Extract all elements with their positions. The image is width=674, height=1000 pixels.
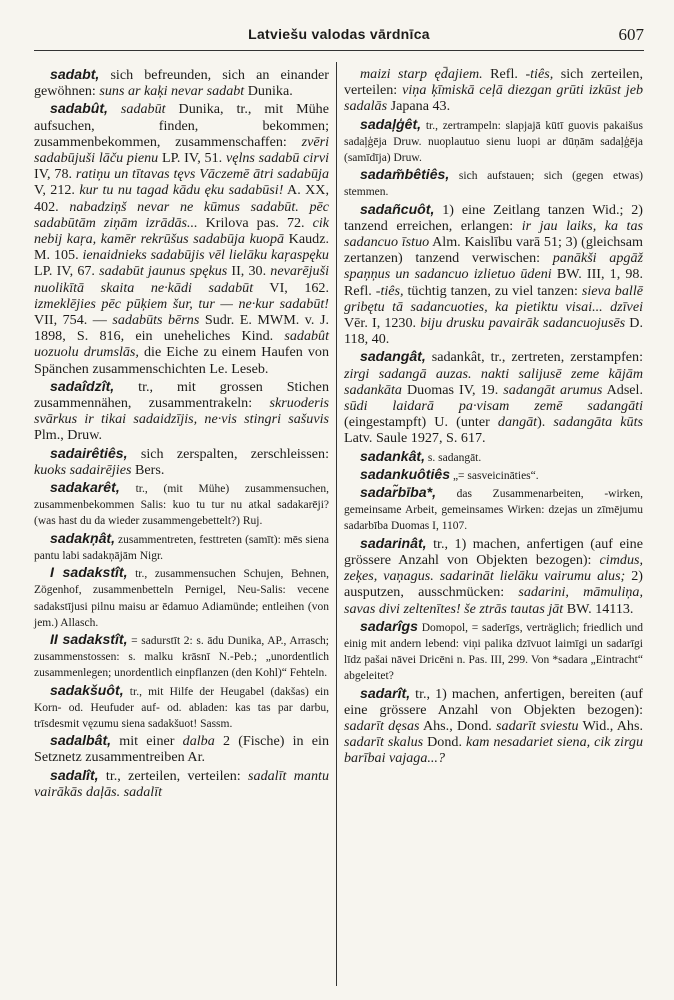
running-title: Latviešu valodas vārdnīca bbox=[248, 26, 430, 42]
entry-text: BW. 14113. bbox=[563, 600, 634, 617]
italic-example: ir jau laiks, ka tas sadancuo īstuo bbox=[344, 217, 643, 251]
entry-text: VI, 162. bbox=[253, 279, 329, 296]
entry-headword: sadañcuôt, bbox=[360, 200, 435, 217]
italic-example: zirgi sadangā auzas. nakti salijusē zeme kājām sadankāta bbox=[344, 365, 643, 398]
entry-headword: I sadakstît, bbox=[50, 564, 128, 581]
entry-text: D. 118, 40. bbox=[344, 315, 643, 348]
italic-example: sadabūt bbox=[120, 101, 166, 118]
page-header bbox=[34, 26, 644, 51]
italic-example: sieva ballē gribętu tā sadancuoties, ka pietiktu visai... dzīvei bbox=[344, 282, 643, 315]
italic-example: cik nebij kaŗa, kamēr rekrūšus sadabūja kuopā bbox=[34, 214, 329, 248]
dictionary-entry bbox=[34, 530, 329, 563]
entry-headword: sadakšuôt, bbox=[50, 681, 124, 698]
italic-example: sadalīt mantu vairākās daļās. sadalīt bbox=[34, 767, 329, 800]
right-column bbox=[344, 66, 643, 768]
entry-text: tüchtig tanzen, zu viel tanzen: bbox=[403, 282, 582, 299]
entry-text: (eingestampft) U. (unter bbox=[344, 414, 498, 431]
dictionary-entry bbox=[34, 732, 329, 765]
dictionary-entry bbox=[344, 166, 643, 199]
dictionary-entry bbox=[34, 479, 329, 529]
entry-text: Krilova pas. 72. bbox=[197, 214, 313, 231]
column-divider bbox=[336, 62, 337, 986]
entry-text: ). bbox=[537, 414, 554, 431]
entry-headword: sadarîgs bbox=[360, 617, 418, 634]
dictionary-entry bbox=[344, 484, 643, 534]
italic-example: ienaidnieks sadabūjis vēl lielāku kaŗaspęku bbox=[82, 247, 329, 264]
entry-text: Ahs., Dond. bbox=[419, 717, 497, 734]
italic-example: sadarīt sviestu bbox=[496, 717, 579, 734]
entry-text: sich befreunden, sich an einander gewöhnen: bbox=[34, 67, 329, 100]
entry-text: V, 212. bbox=[34, 182, 80, 199]
dictionary-entry bbox=[344, 348, 643, 446]
dictionary-entry bbox=[344, 466, 643, 483]
italic-example: sadabût uozuolu drumslās, bbox=[34, 328, 329, 361]
italic-example: vęlns sadabū cirvi bbox=[225, 150, 329, 167]
italic-example: cimdus, zeķes, vaņagus. sadarināt lielāku vairumu alus; bbox=[344, 551, 643, 585]
dictionary-entry bbox=[34, 564, 329, 630]
dictionary-entry bbox=[34, 445, 329, 478]
dictionary-entry bbox=[34, 631, 329, 681]
dictionary-entry bbox=[34, 378, 329, 444]
dictionary-entry bbox=[34, 767, 329, 800]
dictionary-entry bbox=[344, 66, 643, 115]
entry-text: tr., mit Hilfe der Heugabel (dakšas) ein Korn- od. Heufuder auf- od. abladen: kas tas par darbu, trīsdesmit vęzumu siena sadakšuot! Sassm. bbox=[34, 685, 329, 730]
left-column bbox=[34, 66, 329, 801]
entry-text: Plm., Druw. bbox=[34, 427, 102, 444]
dictionary-entry bbox=[344, 448, 643, 465]
entry-text: tr., zertrampeln: slapjajā kūtī guovis pakaišus sadaļģēja Druw. nuoplautuo sienu luopi ar dūņām sadaļģēja (samīdīja) Druw. bbox=[344, 119, 643, 165]
dictionary-entry bbox=[344, 201, 643, 348]
dictionary-entry bbox=[344, 535, 643, 617]
entry-text: Adsel. bbox=[602, 381, 644, 398]
entry-headword: sadarît, bbox=[360, 684, 411, 701]
italic-example: sūdi laidarā pa·visam zemē sadangāti bbox=[344, 398, 643, 415]
entry-text: „= sasveicināties“. bbox=[450, 469, 539, 482]
entry-headword: sadarinât, bbox=[360, 534, 427, 551]
entry-text: Wid., Ahs. bbox=[578, 717, 643, 734]
entry-headword: sadaîdzît, bbox=[50, 377, 115, 394]
entry-text: Dond. bbox=[423, 734, 466, 751]
italic-example: sadangāt arumus bbox=[503, 381, 603, 398]
italic-example: viņa ķīmiskā ceļā diezgan grūti izkūst jeb sadalās bbox=[344, 82, 643, 115]
entry-text: sadankât, tr., zertreten, zerstampfen: bbox=[425, 349, 643, 366]
entry-text: sich zerteilen, verteilen: bbox=[344, 66, 643, 99]
entry-text: Vēr. I, 1230. bbox=[344, 315, 421, 332]
entry-text: = sadurstīt 2: s. ādu Dunika, AP., Arrasch; zusammenstossen: s. malku krāsnī N.-Peb.; „unordentlich zusammenlegen; unordentlich einpflanzen (den Kohl)“ Fehteln. bbox=[34, 634, 330, 680]
italic-example: sadarīt skalus bbox=[344, 734, 424, 751]
italic-example: izmeklējies pēc pūķiem šur, tur — ne·kur sadabūt! bbox=[34, 295, 329, 312]
entry-text: Sudr. E. MWM. v. J. 1898, S. 816, ein uneheliches Kind. bbox=[34, 312, 329, 345]
entry-headword: sadabt, bbox=[50, 66, 100, 82]
entry-text: tr., (mit Mühe) zusammensuchen, zusammenbekommen Salis: kuo tu tur nu atkal sadakarēji? (was hast du da wieder zusammengebettelt?) Ruj. bbox=[34, 483, 329, 528]
italic-example: sadangāta kūts bbox=[553, 414, 643, 431]
entry-text: A. XX, 402. bbox=[34, 182, 329, 215]
italic-example: kur tu nu tagad kādu ęku sadabūsi! bbox=[79, 182, 284, 199]
entry-text: Duomas IV, 19. bbox=[401, 381, 504, 398]
italic-example: sadarini, māmuliņa, savas divi zeltenītes! še ztrās tautas jāt bbox=[344, 584, 644, 617]
entry-text: LP. IV, 51. bbox=[158, 150, 226, 167]
entry-text: tr., 1) machen, anfertigen (auf eine grössere Anzahl von Objekten bezogen): bbox=[344, 535, 643, 568]
entry-text: VII, 754. — bbox=[34, 312, 113, 329]
entry-text: tr., mit grossen Stichen zusammennähen, zusammentrakeln: bbox=[34, 378, 329, 412]
italic-example: sadabūts bērns bbox=[112, 312, 200, 329]
italic-example: -tiês, bbox=[375, 282, 404, 299]
entry-text: 1) eine Zeitlang tanzen Wid.; 2) tanzend erreichen, erlangen: bbox=[344, 201, 643, 234]
entry-headword: sadalbât, bbox=[50, 732, 112, 749]
entry-text: sich zerspalten, zerschleissen: bbox=[127, 445, 329, 462]
entry-headword: sadankât, bbox=[360, 447, 426, 464]
entry-text: tr., zerteilen, verteilen: bbox=[98, 767, 249, 784]
italic-example: dangāt bbox=[497, 414, 538, 431]
italic-example: nabadziņš nevar ne kūmus sadabūt. pēc sadabūtām ziņām izrādās... bbox=[34, 198, 330, 231]
italic-example: dalba bbox=[182, 733, 215, 750]
entry-text: 2 (Fische) in ein Setznetz zusammentreiben Ar. bbox=[34, 733, 329, 766]
italic-example: zvēri sadabūjuši lāču pienu bbox=[34, 133, 329, 167]
entry-headword: sadangât, bbox=[360, 348, 426, 365]
italic-example: nevarējuši nuolikītā skaita ne·kādi sadabūt bbox=[34, 263, 329, 296]
entry-text: Japana 43. bbox=[387, 98, 451, 115]
entry-text: LP. IV, 67. bbox=[34, 263, 100, 280]
entry-headword: sadaļģêt, bbox=[360, 115, 422, 132]
entry-text: Dunika. bbox=[244, 83, 293, 100]
entry-text: tr., 1) machen, anfertigen, bereiten (auf eine grössere Anzahl von Objekten bezogen): bbox=[344, 685, 643, 718]
italic-example: -tiês, bbox=[525, 66, 554, 82]
entry-text: mit einer bbox=[111, 733, 183, 750]
entry-text: Refl. bbox=[482, 66, 526, 82]
italic-example: suns ar kaķi nevar sadabt bbox=[99, 83, 245, 100]
entry-text: das Zusammenarbeiten, -wirken, gemeinsame Arbeit, gemeinsames Wirken: dzejas un zīmējumu sadarbība Duomas I, 1107. bbox=[344, 488, 643, 533]
entry-text: tr., zusammensuchen Schujen, Behnen, Zögenhof, zusammenbetteln Pernigel, Neu-Salis: vecene sadakstījusi pilnu maisu ar ēdamuo Adiamünde; entleihen (von jem.) Allasch. bbox=[34, 568, 329, 629]
entry-text: Dunika, tr., mit Mühe aufsuchen, finden, bekommen; zusammenbekommen, zusammenschaffen: bbox=[34, 101, 329, 150]
entry-headword: sadar̃bība*, bbox=[360, 484, 436, 501]
entry-headword: sadakņât, bbox=[50, 529, 116, 546]
entry-headword: sadakarêt, bbox=[50, 479, 120, 496]
entry-text bbox=[108, 101, 121, 117]
entry-text: die Eiche zu einem Haufen von Spänchen zusammenschichten Le. Leseb. bbox=[34, 344, 329, 377]
dictionary-entry bbox=[344, 685, 643, 767]
entry-headword: II sadakstît, bbox=[50, 630, 128, 647]
dictionary-entry bbox=[34, 66, 329, 99]
italic-example: biju drusku pavairāk sadancuojusēs bbox=[420, 315, 626, 332]
entry-text: Bers. bbox=[131, 461, 165, 478]
entry-headword: sadairêtiês, bbox=[50, 444, 128, 461]
entry-text: 2) ausputzen, ausschmücken: bbox=[344, 568, 643, 601]
entry-text: BW. III, 1, 98. Refl. bbox=[344, 266, 643, 299]
entry-text: s. sadangāt. bbox=[425, 451, 482, 464]
entry-headword: sadankuôtiês bbox=[360, 465, 451, 482]
entry-headword: sadalît, bbox=[50, 766, 99, 783]
italic-example: kam nesadariet siena, cik zirgu barībai vajaga...? bbox=[344, 734, 643, 767]
italic-example: panākši apgāž spaņņus un sadancuo izlietuo ūdeni bbox=[344, 250, 643, 283]
entry-text: zusammentreten, festtreten (samīt): mēs siena pantu labi sadakņājām Nigr. bbox=[34, 533, 329, 562]
entry-text: II, 30. bbox=[227, 263, 271, 280]
dictionary-entry bbox=[34, 100, 329, 376]
italic-example: maizi starp ęd̄ajiem. bbox=[360, 66, 483, 82]
entry-text: Domopol, = saderīgs, verträglich; friedlich und einig mit andern lebend: viņi palika dzīvuot laimīgi un sadarīgi līdz pašai nāvei Dricēni n. Pas. III, 299. Von *sadara „Eintracht“ abgeleitet? bbox=[344, 621, 643, 683]
italic-example: sadarīt dęsas bbox=[344, 717, 420, 734]
entry-text: IV, 78. bbox=[34, 166, 76, 183]
page-number: 607 bbox=[618, 25, 644, 44]
entry-headword: sadabût, bbox=[50, 100, 108, 117]
dictionary-entry bbox=[344, 618, 643, 684]
dictionary-entry bbox=[344, 116, 643, 166]
italic-example: skruoderis svārkus ir tikai sadaidzījis, ne·vis stingri sašuvis bbox=[34, 395, 329, 428]
entry-text: sich aufstauen; sich (gegen etwas) stemmen. bbox=[344, 170, 643, 199]
dictionary-entry bbox=[34, 682, 329, 732]
entry-headword: sadam̃bêtiês, bbox=[360, 166, 450, 183]
italic-example: kuoks sadairējies bbox=[34, 461, 132, 478]
entry-text: Kaudz. M. 105. bbox=[34, 231, 329, 264]
entry-text: Alm. Kaislību varā 51; 3) (gleichsam zertanzen) tanzend verwischen: bbox=[344, 234, 643, 267]
italic-example: ratiņu un tītavas tęvs Vāczemē ātri sadabūja bbox=[75, 166, 329, 183]
italic-example: sadabūt jaunus spękus bbox=[99, 263, 228, 280]
entry-text: Latv. Saule 1927, S. 617. bbox=[344, 430, 486, 447]
